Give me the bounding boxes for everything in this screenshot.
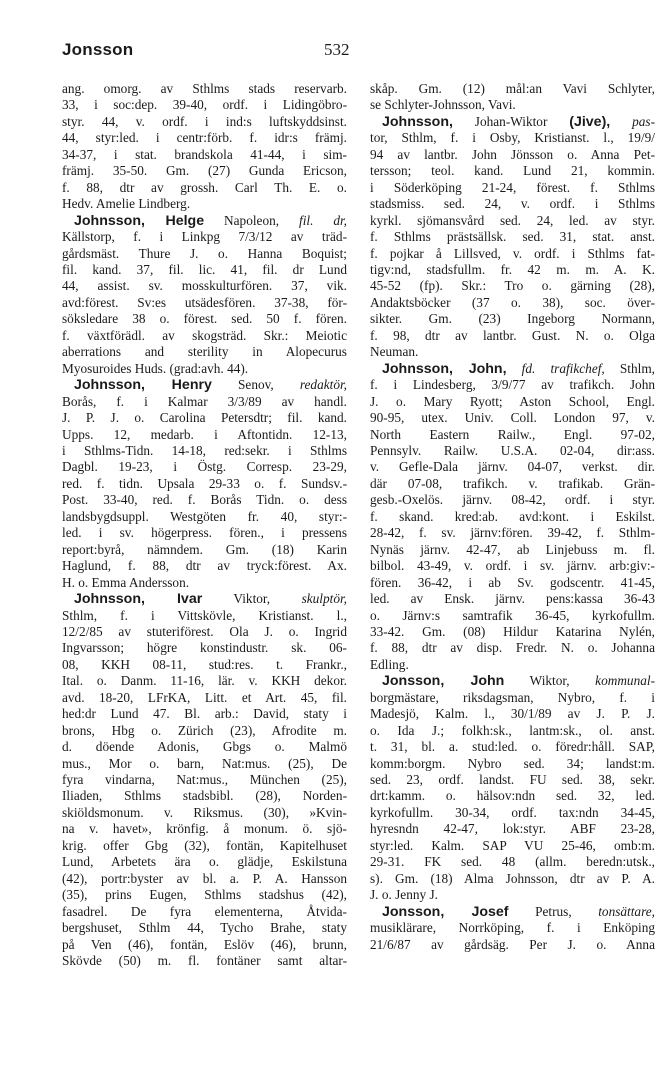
entry-given-names	[507, 361, 522, 376]
text-line: Ingvarsson; högre konstindustr. sk. 06-	[62, 640, 347, 656]
entry-nickname: (Jive),	[569, 113, 611, 130]
text-line: bergshuset, Sthlm 44, Tycho Brahe, staty	[62, 920, 347, 936]
text-line: avd. 18-20, LFrKA, Litt. et Art. 45, fil.	[62, 689, 347, 705]
text-line: tigv:nd, stadsfullm. fr. 42 m. m. A. K.	[370, 261, 655, 277]
text-line: komm:borgm. Nybro sed. 34; landst:m.	[370, 755, 655, 771]
entry-occupation: skulptör,	[301, 591, 347, 607]
text-line: styr:led. Kalm. SAP VU 25-46, omb:m.	[370, 837, 655, 853]
text-line: drt:kamm. o. hälsov:ndn sed. 32, led.	[370, 788, 655, 804]
text-line: Dagbl. 19-23, i Östg. Corresp. 23-29,	[62, 459, 347, 475]
entry-name: Johnsson, Henry	[74, 377, 212, 394]
text-line: 33-42. Gm. (08) Hildur Katarina Nylén,	[370, 623, 655, 639]
text-line: skåp. Gm. (12) mål:an Vavi Schlyter,	[370, 81, 655, 96]
text-line: H. o. Emma Andersson.	[62, 574, 190, 590]
text-line: f. i Lindesberg, 3/9/77 av trafikch. John	[370, 377, 655, 393]
text-line: f. Sthlms prästsällsk. sed. 31, stat. anst.	[370, 229, 655, 245]
text-line: J. o. Jenny J.	[370, 887, 438, 903]
entry-given-names: Wiktor,	[504, 673, 596, 689]
text-line: Källstorp, f. i Linkpg 7/3/12 av träd-	[62, 229, 347, 245]
biography-entry	[62, 591, 347, 969]
entry-name: Johnsson, John,	[382, 360, 507, 377]
entry-given-names: Viktor,	[202, 591, 302, 607]
text-line: na v. havet», krönfig. å monum. ö. sjö-	[62, 821, 347, 837]
text-line: Sthlm, f. i Vittskövle, Kristianst. l.,	[62, 607, 347, 623]
text-line: där 07-08, trafikch. v. trafikab. Grän-	[370, 475, 655, 491]
text-line: o. Järnv:s samtrafik 36-45, kyrkofullm.	[370, 607, 655, 623]
entry-name: Johnsson, Helge	[74, 212, 205, 229]
entry-occupation: tonsättare,	[598, 903, 655, 919]
entry-first-line	[62, 377, 347, 393]
biography-entry	[370, 904, 655, 953]
text-line: Upps. 12, medarb. i Aftontidn. 12-13,	[62, 426, 347, 442]
biography-entry	[62, 377, 347, 591]
entry-given-names: Petrus,	[508, 903, 599, 919]
biography-entry	[370, 114, 655, 361]
text-line: Post. 33-40, red. f. Borås Tidn. o. dess	[62, 492, 347, 508]
biography-entry	[62, 213, 347, 378]
text-line: Lund, Arbetets ära o. glädje, Eskilstuna	[62, 854, 347, 870]
text-line: stadsmiss. sed. 24, v. ordf. i Sthlms	[370, 196, 655, 212]
text-line: f. 88, dtr av grossh. Carl Th. E. o.	[62, 179, 347, 195]
text-line: Edling.	[370, 656, 409, 672]
entry-first-line	[370, 673, 655, 689]
text-line: 44, assist. sv. mosskulturfören. 37, vik.	[62, 278, 347, 294]
text-line: Myosuroides Huds. (grad:avh. 44).	[62, 360, 249, 376]
text-line: f. pojkar å Lillsved, v. ordf. i Sthlms fat-	[370, 245, 655, 261]
text-line: se Schlyter-Johnsson, Vavi.	[370, 97, 516, 113]
text-line: o. Ida J.; folkh:sk., lantm:sk., ol. anst.	[370, 722, 655, 738]
text-line: Neuman.	[370, 344, 419, 360]
text-line: hyresndn 42-47, lok:styr. ABF 23-28,	[370, 821, 655, 837]
text-line: Iliaden, Sthlms stadsbibl. (28), Norden-	[62, 788, 347, 804]
text-line: 12/2/85 av stuteriförest. Ola J. o. Ingrid	[62, 623, 347, 639]
text-line: gesb.-Oxelös. järnv. 08-42, ordf. i styr.	[370, 492, 655, 508]
entry-first-line	[370, 114, 655, 130]
text-line: gårdsmäst. Thure J. o. Hanna Boquist;	[62, 245, 347, 261]
text-line: J. P. J. o. Carolina Petersdtr; fil. kand.	[62, 410, 347, 426]
text-line: hed:dr Lund 47. Bl. arb.: David, staty i	[62, 706, 347, 722]
text-line: Skövde (50) m. fl. fontäner samt altar-	[62, 953, 347, 969]
text-line: 28-42, f. sv. järnv:fören. 39-42, f. Sthlm-	[370, 525, 655, 541]
running-head: Jonsson	[62, 40, 134, 59]
text-line: styr. 44, v. ordf. i ind:s luftskyddsinst.	[62, 113, 347, 129]
text-line: Nynäs järnv. 42-47, ab Linjebuss m. fl.	[370, 541, 655, 557]
text-line: 45-52 (fp). Skr.: Tro o. gärning (28),	[370, 278, 655, 294]
text-line: red. f. tidn. Upsala 29-33 o. f. Sundsv.-	[62, 475, 347, 491]
entry-occupation: pas-	[610, 113, 655, 129]
text-line: J. o. Mary Ryott; Aston School, Engl.	[370, 393, 655, 409]
text-line: 08, KKH 08-11, stud:res. t. Frankr.,	[62, 656, 347, 672]
text-line: söksledare 38 o. förest. sed. 50 f. fören.	[62, 311, 347, 327]
entry-first-line	[370, 361, 655, 377]
entry-name: Johnsson, Ivar	[74, 591, 203, 608]
entry-name: Johnsson,	[382, 113, 453, 130]
page-number: 532	[324, 40, 350, 59]
text-line: f. 98, dtr av lantbr. Gust. N. o. Olga	[370, 327, 655, 343]
text-line: 90-95, utex. Univ. Coll. London 97, v.	[370, 410, 655, 426]
text-line: tor, Sthlm, f. i Osby, Kristianst. l., 19/9/	[370, 130, 655, 146]
text-line: s). Gm. (18) Alma Johnsson, dtr av P. A.	[370, 870, 655, 886]
text-line: 33, i soc:dep. 39-40, ordf. i Lidingöbro-	[62, 97, 347, 113]
text-line: 34-37, i stat. brandskola 41-44, i sim-	[62, 146, 347, 162]
text-line: fasadrel. De fyra elementerna, Åtvida-	[62, 903, 347, 919]
biography-entry	[370, 673, 655, 903]
text-line: Madesjö, Kalm. l., 30/1/89 av J. P. J.	[370, 706, 655, 722]
entry-name: Jonsson, Josef	[382, 903, 509, 920]
entry-first-line	[62, 591, 347, 607]
text-line: främj. 35-50. Gm. (27) Gunda Ericson,	[62, 163, 347, 179]
text-line: kyrkofullm. 30-34, ordf. tax:ndn 34-45,	[370, 804, 655, 820]
text-line: f. 88, dtr av disp. Fredr. N. o. Johanna	[370, 640, 655, 656]
text-line: aberrations and sterility in Alopecurus	[62, 344, 347, 360]
text-line: bilbol. 43-49, v. ordf. i sv. järnv. arb:giv:-	[370, 558, 655, 574]
text-line: krig. offer Gbg (32), fontän, Kapitelhuset	[62, 837, 347, 853]
entry-first-line	[370, 904, 655, 920]
text-line: (42), portr:byster av bl. a. P. A. Hansson	[62, 870, 347, 886]
text-line: i Söderköping 21-24, förest. f. Sthlms	[370, 179, 655, 195]
text-line: d. döende Adonis, Gbgs o. Malmö	[62, 739, 347, 755]
text-line: sikter. Gm. (23) Ingeborg Normann,	[370, 311, 655, 327]
text-line: 29-31. FK sed. 48 (allm. beredn:utsk.,	[370, 854, 655, 870]
right-column	[370, 81, 655, 953]
entry-given-names: Johan-Wiktor	[452, 113, 570, 129]
text-line: v. Gefle-Dala järnv. 04-07, verkst. dir.	[370, 459, 655, 475]
entry-occupation: kommunal-	[595, 673, 655, 689]
biography-entry	[370, 361, 655, 674]
text-line: Hedv. Amelie Lindberg.	[62, 196, 191, 212]
text-line: 44, styr:led. i centr:förb. f. idr:s främj.	[62, 130, 347, 146]
text-line: musiklärare, Norrköping, f. i Enköping	[370, 920, 655, 936]
text-line: 21/6/87 av gårdsäg. Per J. o. Anna	[370, 936, 655, 952]
text-line: t. 31, bl. a. stud:led. o. föredr:håll. SAP,	[370, 739, 655, 755]
text-line: brons, Hbg o. Zürich (23), Afrodite m.	[62, 722, 347, 738]
entry-given-names: Senov,	[211, 377, 300, 393]
text-line: tersson; teol. kand. Lund 21, kommin.	[370, 163, 655, 179]
text-line: led. av Ensk. järnv. pens:kassa 36-43	[370, 591, 655, 607]
text-line: landsbygdsuppl. Westgöten fr. 40, styr:-	[62, 508, 347, 524]
text-line: Ital. o. Danm. 11-16, lär. v. KKH dekor.	[62, 673, 347, 689]
text-line: Pennsylv. Railw. U.S.A. 02-04, dir:ass.	[370, 442, 655, 458]
text-line: report:byrå, nämndem. Gm. (18) Karin	[62, 541, 347, 557]
entry-first-line	[62, 213, 347, 229]
text-line: i Sthlms-Tidn. 14-18, red:sekr. i Sthlms	[62, 442, 347, 458]
text-line: 94 av lantbr. John Jönsson o. Anna Pet-	[370, 146, 655, 162]
text-line: fil. kand. 37, fil. lic. 41, fil. dr Lund	[62, 261, 347, 277]
text-line: kyrkl. sjömansvård sed. 24, led. av styr.	[370, 212, 655, 228]
entry-occupation: fil. dr,	[299, 212, 348, 228]
entry-place: Sthlm,	[604, 360, 655, 376]
text-line: North Eastern Railw., Engl. 97-02,	[370, 426, 655, 442]
text-line: led. i sv. högerpress. fören., i pressens	[62, 525, 347, 541]
entry-occupation: fd. trafikchef,	[521, 360, 605, 376]
continued-entry	[62, 81, 347, 213]
text-line: skiöldsmonum. v. Riksmus. (30), »Kvin-	[62, 804, 347, 820]
entry-occupation: redaktör,	[299, 377, 347, 393]
text-line: Haglund, f. 88, dtr av tryck:förest. Ax.	[62, 558, 347, 574]
entry-name: Jonsson, John	[382, 673, 505, 690]
text-line: f. växtförädl. av skogsträd. Skr.: Meiotic	[62, 327, 347, 343]
continued-entry	[370, 81, 655, 114]
text-line: fyra vindarna, Nat:mus., München (25),	[62, 772, 347, 788]
text-line: Borås, f. i Kalmar 3/3/89 av handl.	[62, 393, 347, 409]
text-line: avd:förest. Sv:es utsädesfören. 37-38, för-	[62, 294, 347, 310]
text-line: (35), prins Eugen, Sthlms stadshus (42),	[62, 887, 347, 903]
text-line: sed. 23, ordf. landst. FU sed. 38, sekr.	[370, 772, 655, 788]
text-line: f. skand. kred:ab. avd:kont. i Eskilst.	[370, 508, 655, 524]
left-column	[62, 81, 347, 969]
text-line: Andaktsböcker (37 o. 38), soc. över-	[370, 294, 655, 310]
text-line: fören. 36-42, i ab Sv. godscentr. 41-45,	[370, 574, 655, 590]
text-line: mus., Mor o. barn, Nat:mus. (25), De	[62, 755, 347, 771]
entry-given-names: Napoleon,	[204, 212, 299, 228]
text-line: borgmästare, riksdagsman, Nybro, f. i	[370, 689, 655, 705]
text-line: ang. omorg. av Sthlms stads reservarb.	[62, 81, 347, 96]
text-line: på Ven (46), fontän, Eslöv (46), brunn,	[62, 936, 347, 952]
